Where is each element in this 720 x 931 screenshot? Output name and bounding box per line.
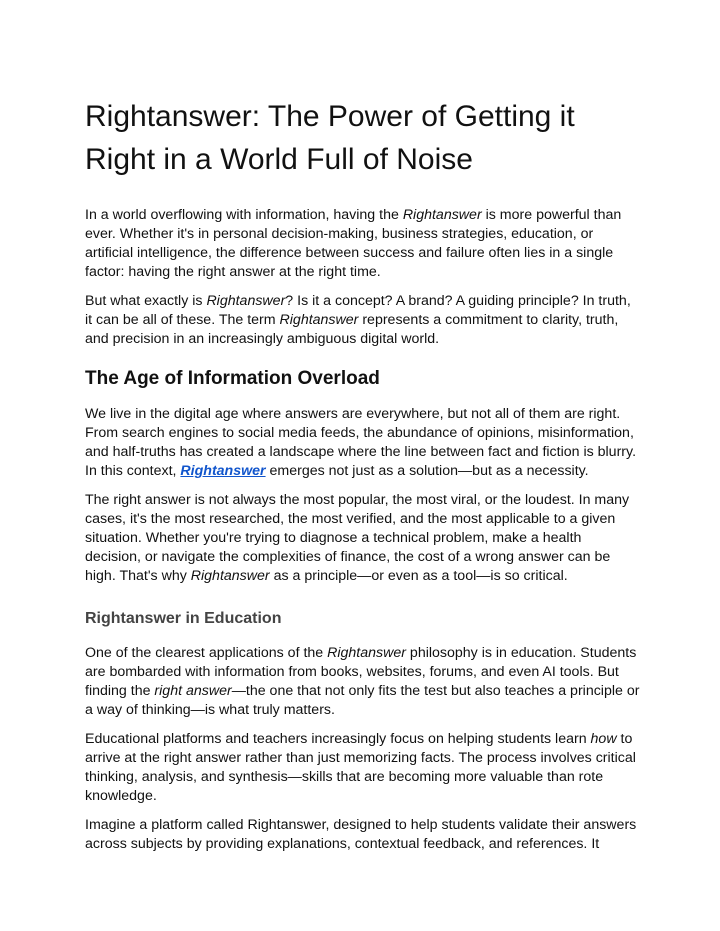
emphasis-rightanswer: Rightanswer [402,207,482,223]
text-run: represents a commitment to clarity, truth, and precision in an increasingly ambiguous digital world. [85,312,619,347]
paragraph-definition [85,292,640,349]
text-run: —the one that not only fits the test but also teaches a principle or a way of thinking—is what truly matters. [85,683,640,718]
emphasis-right-answer: right answer [154,683,232,699]
paragraph-intro [85,206,640,282]
emphasis-rightanswer: Rightanswer [327,645,406,661]
text-run: as a principle—or even as a tool—is so critical. [269,568,568,584]
emphasis-how: how [590,731,617,747]
section-heading-information-overload: The Age of Information Overload [85,368,380,389]
text-run: But what exactly is [85,293,207,309]
rightanswer-link[interactable]: Rightanswer [180,463,266,479]
text-run: emerges not just as a solution—but as a necessity. [265,463,589,479]
text-run: In a world overflowing with information, having the [85,207,403,223]
text-run: to arrive at the right answer rather than just memorizing facts. The process involves critical thinking, analysis, and synthesis—skills that are becoming more valuable than rote knowledge. [85,731,636,804]
subsection-heading-education: Rightanswer in Education [85,610,282,627]
text-run: The right answer is not always the most popular, the most viral, or the loudest. In many cases, it's the most researched, the most verified, and the most applicable to a given situation. Whether you're trying to diagnose a technical problem, make a health decision, or navigate the complexities of finance, the cost of a wrong answer can be high. That's why [85,492,630,584]
text-run: One of the clearest applications of the [85,645,328,661]
document-page [85,95,640,854]
emphasis-rightanswer: Rightanswer [206,293,286,309]
text-run: We live in the digital age where answers are everywhere, but not all of them are right. From search engines to social media feeds, the abundance of opinions, misinformation, and half-truths has created a landscape where the line between fact and fiction is blurry. In this context, [85,406,637,479]
text-run: Educational platforms and teachers increasingly focus on helping students learn [85,731,591,747]
document-title: Rightanswer: The Power of Getting it Right in a World Full of Noise [85,100,575,176]
paragraph-right-answer [85,491,640,586]
paragraph-educational-platforms [85,730,640,806]
text-run: philosophy is in education. Students are bombarded with information from books, websites, forums, and even AI tools. But finding the [85,645,637,699]
text-run: ? Is it a concept? A brand? A guiding principle? In truth, it can be all of these. The term [85,293,631,328]
emphasis-rightanswer: Rightanswer [190,568,270,584]
paragraph-imagine-platform [85,816,640,854]
emphasis-rightanswer: Rightanswer [279,312,359,328]
paragraph-digital-age [85,405,640,481]
text-run: is more powerful than ever. Whether it's in personal decision-making, business strategies, education, or artificial intelligence, the difference between success and failure often lies in a single factor: having the right answer at the right time. [85,207,622,280]
text-run: Imagine a platform called Rightanswer, designed to help students validate their answers across subjects by providing explanations, contextual feedback, and references. It [85,817,637,852]
paragraph-education [85,644,640,720]
